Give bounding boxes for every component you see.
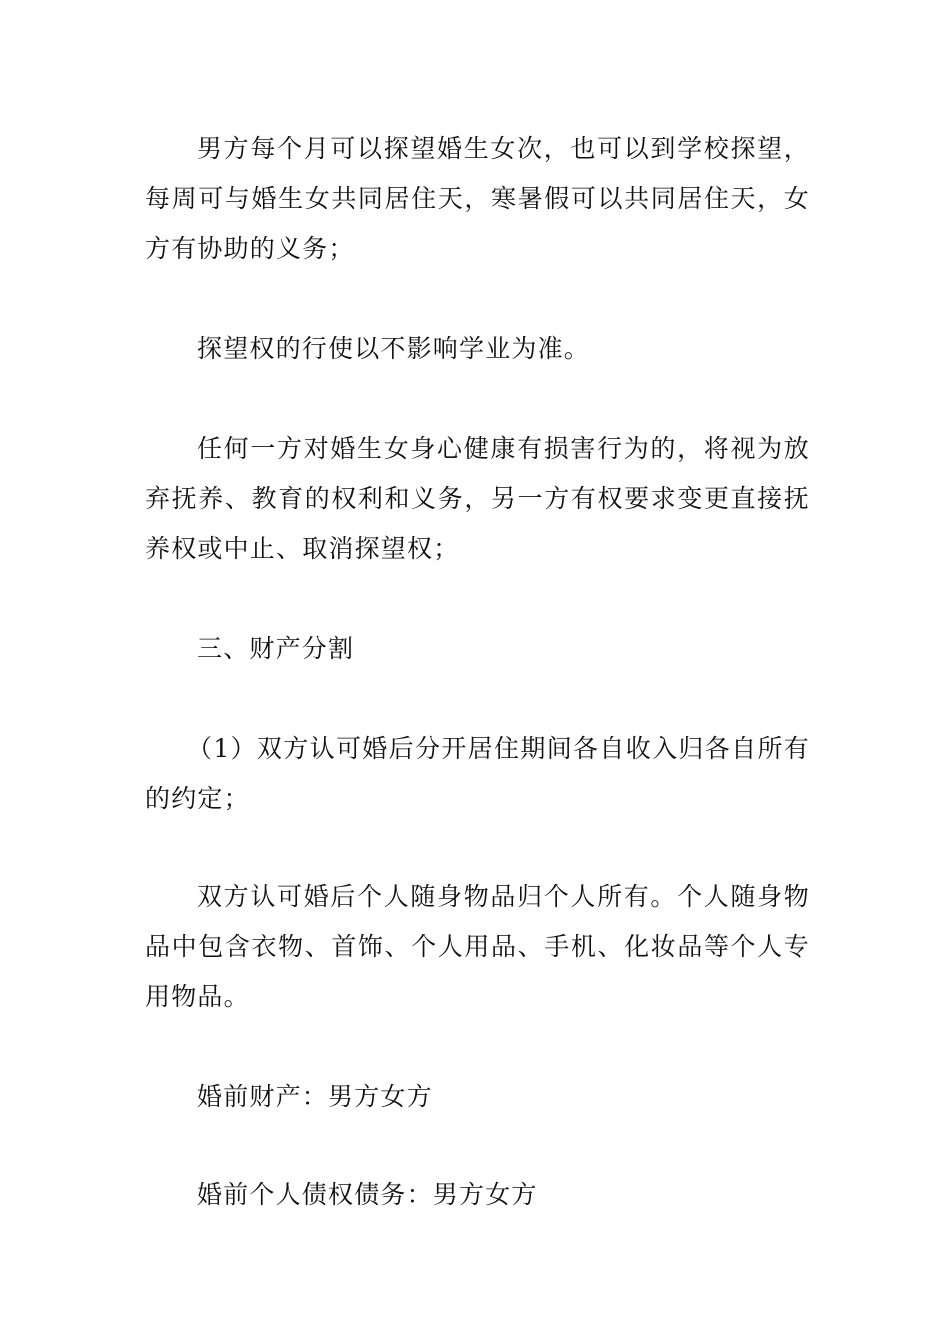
paragraph-premarital-debts: 婚前个人债权债务：男方女方 xyxy=(197,1180,538,1209)
paragraph-income-agreement: （1）双方认可婚后分开居住期间各自收入归各自所有的约定； xyxy=(145,734,810,813)
section-heading-property-division: 三、财产分割 xyxy=(197,634,355,663)
paragraph-premarital-property: 婚前财产：男方女方 xyxy=(197,1082,433,1111)
paragraph-personal-belongings: 双方认可婚后个人随身物品归个人所有。个人随身物品中包含衣物、首饰、个人用品、手机、化妆品等个人专用物品。 xyxy=(145,882,810,1011)
paragraph-visitation-schedule: 男方每个月可以探望婚生女次，也可以到学校探望，每周可与婚生女共同居住天，寒暑假可以共同居住天，女方有协助的义务； xyxy=(145,134,810,263)
paragraph-visitation-limit: 探望权的行使以不影响学业为准。 xyxy=(197,334,591,363)
paragraph-custody-change: 任何一方对婚生女身心健康有损害行为的，将视为放弃抚养、教育的权利和义务，另一方有权要求变更直接抚养权或中止、取消探望权； xyxy=(145,434,810,563)
